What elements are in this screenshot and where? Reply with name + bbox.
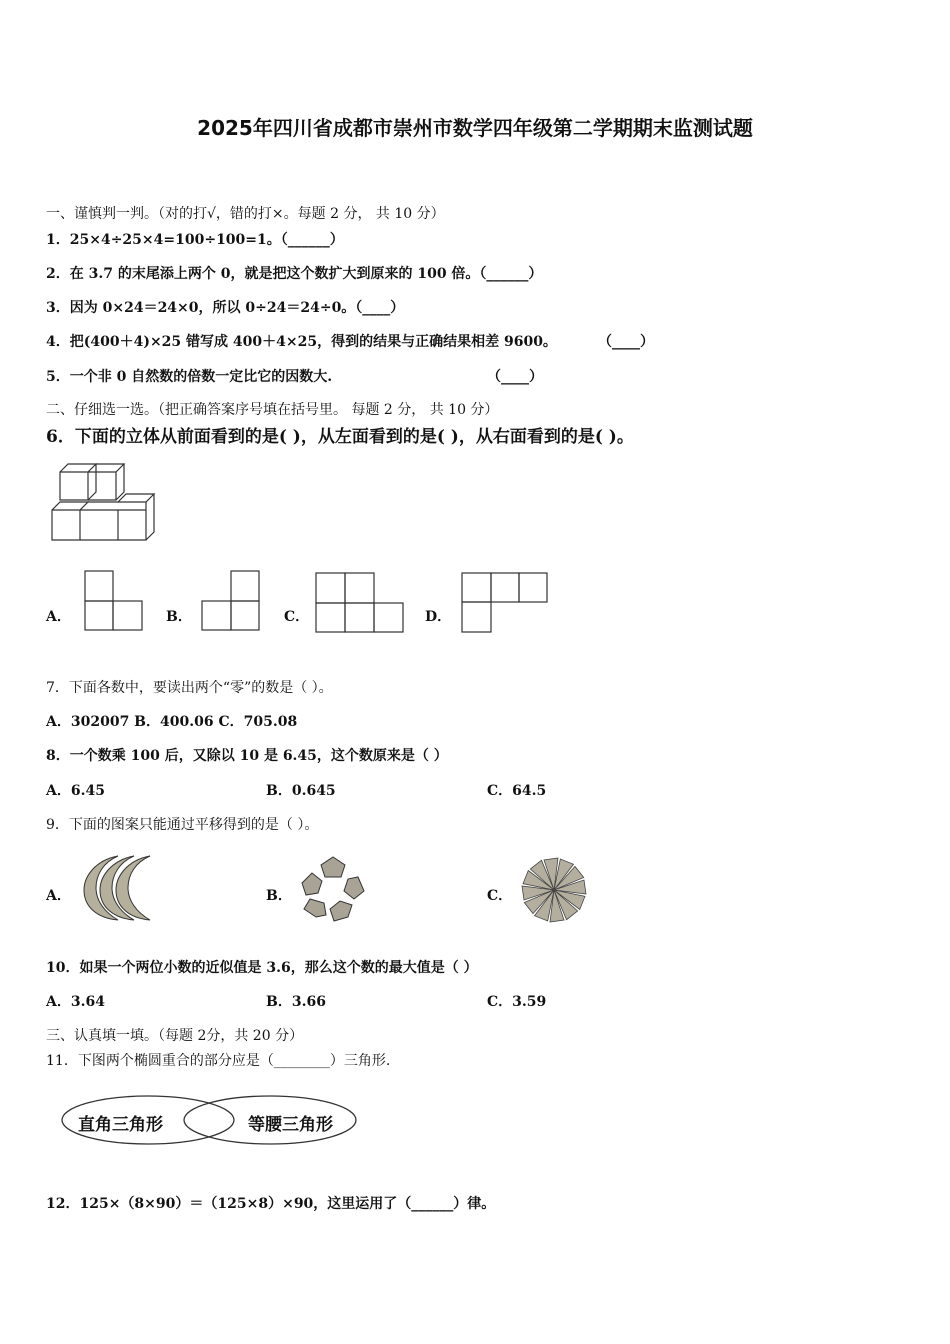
section-1-heading: 一、谨慎判一判。（对的打√，错的打×。每题 2 分， 共 10 分）	[46, 206, 445, 222]
question-7-options: A．302007 B．400.06 C．705.08	[46, 714, 298, 730]
q9-option-c-label: C．	[487, 888, 513, 904]
q9-option-b-label: B．	[266, 888, 292, 904]
page-title: 2025年四川省成都市崇州市数学四年级第二学期期末监测试题	[197, 116, 753, 140]
question-12: 12．125×（8×90）＝（125×8）×90，这里运用了（______）律。	[46, 1196, 496, 1212]
question-10: 10．如果一个两位小数的近似值是 3.6，那么这个数的最大值是（ ）	[46, 960, 478, 976]
ellipse-right-label: 等腰三角形	[248, 1115, 333, 1135]
question-8: 8．一个数乘 100 后，又除以 10 是 6.45，这个数原来是（ ）	[46, 748, 448, 764]
q10-option-a: A．3.64	[46, 994, 105, 1010]
q6-option-b-label: B．	[166, 609, 192, 625]
question-5-blank: （____）	[487, 369, 543, 385]
question-1: 1．25×4÷25×4=100÷100=1。（______）	[46, 232, 344, 248]
q9-option-a-crescents	[78, 852, 158, 924]
q6-option-d-figure	[460, 571, 550, 635]
question-3: 3．因为 0×24＝24×0，所以 0÷24＝24÷0。（____）	[46, 300, 405, 316]
q9-option-c-pinwheel	[516, 852, 592, 928]
question-9: 9．下面的图案只能通过平移得到的是（ ）。	[46, 817, 319, 833]
q6-option-b-figure	[200, 570, 262, 632]
q9-option-a-label: A．	[46, 888, 71, 904]
question-6: 6．下面的立体从前面看到的是( )，从左面看到的是( )，从右面看到的是( )。	[46, 427, 634, 447]
question-2: 2．在 3.7 的末尾添上两个 0，就是把这个数扩大到原来的 100 倍。（______）	[46, 266, 543, 282]
q9-option-b-pentagons	[298, 855, 368, 925]
cube-solid-figure	[48, 460, 160, 546]
q8-option-b: B．0.645	[266, 783, 336, 799]
question-5: 5．一个非 0 自然数的倍数一定比它的因数大.	[46, 369, 333, 385]
question-4: 4．把(400＋4)×25 错写成 400＋4×25，得到的结果与正确结果相差 9600。	[46, 334, 557, 350]
q6-option-a-label: A．	[46, 609, 71, 625]
ellipse-left-label: 直角三角形	[78, 1115, 163, 1135]
section-3-heading: 三、认真填一填。（每题 2分，共 20 分）	[46, 1028, 304, 1044]
q10-option-b: B．3.66	[266, 994, 326, 1010]
question-7: 7．下面各数中，要读出两个“零”的数是（ ）。	[46, 680, 333, 696]
q8-option-a: A．6.45	[46, 783, 105, 799]
q6-option-a-figure	[84, 570, 144, 632]
q6-option-c-label: C．	[284, 609, 310, 625]
q10-option-c: C．3.59	[487, 994, 547, 1010]
q6-option-d-label: D．	[425, 609, 452, 625]
q6-option-c-figure	[314, 572, 406, 634]
question-11: 11．下图两个椭圆重合的部分应是（________）三角形.	[46, 1053, 391, 1069]
section-2-heading: 二、仔细选一选。（把正确答案序号填在括号里。 每题 2 分， 共 10 分）	[46, 402, 499, 418]
question-4-blank: （____）	[598, 334, 654, 350]
q8-option-c: C．64.5	[487, 783, 547, 799]
